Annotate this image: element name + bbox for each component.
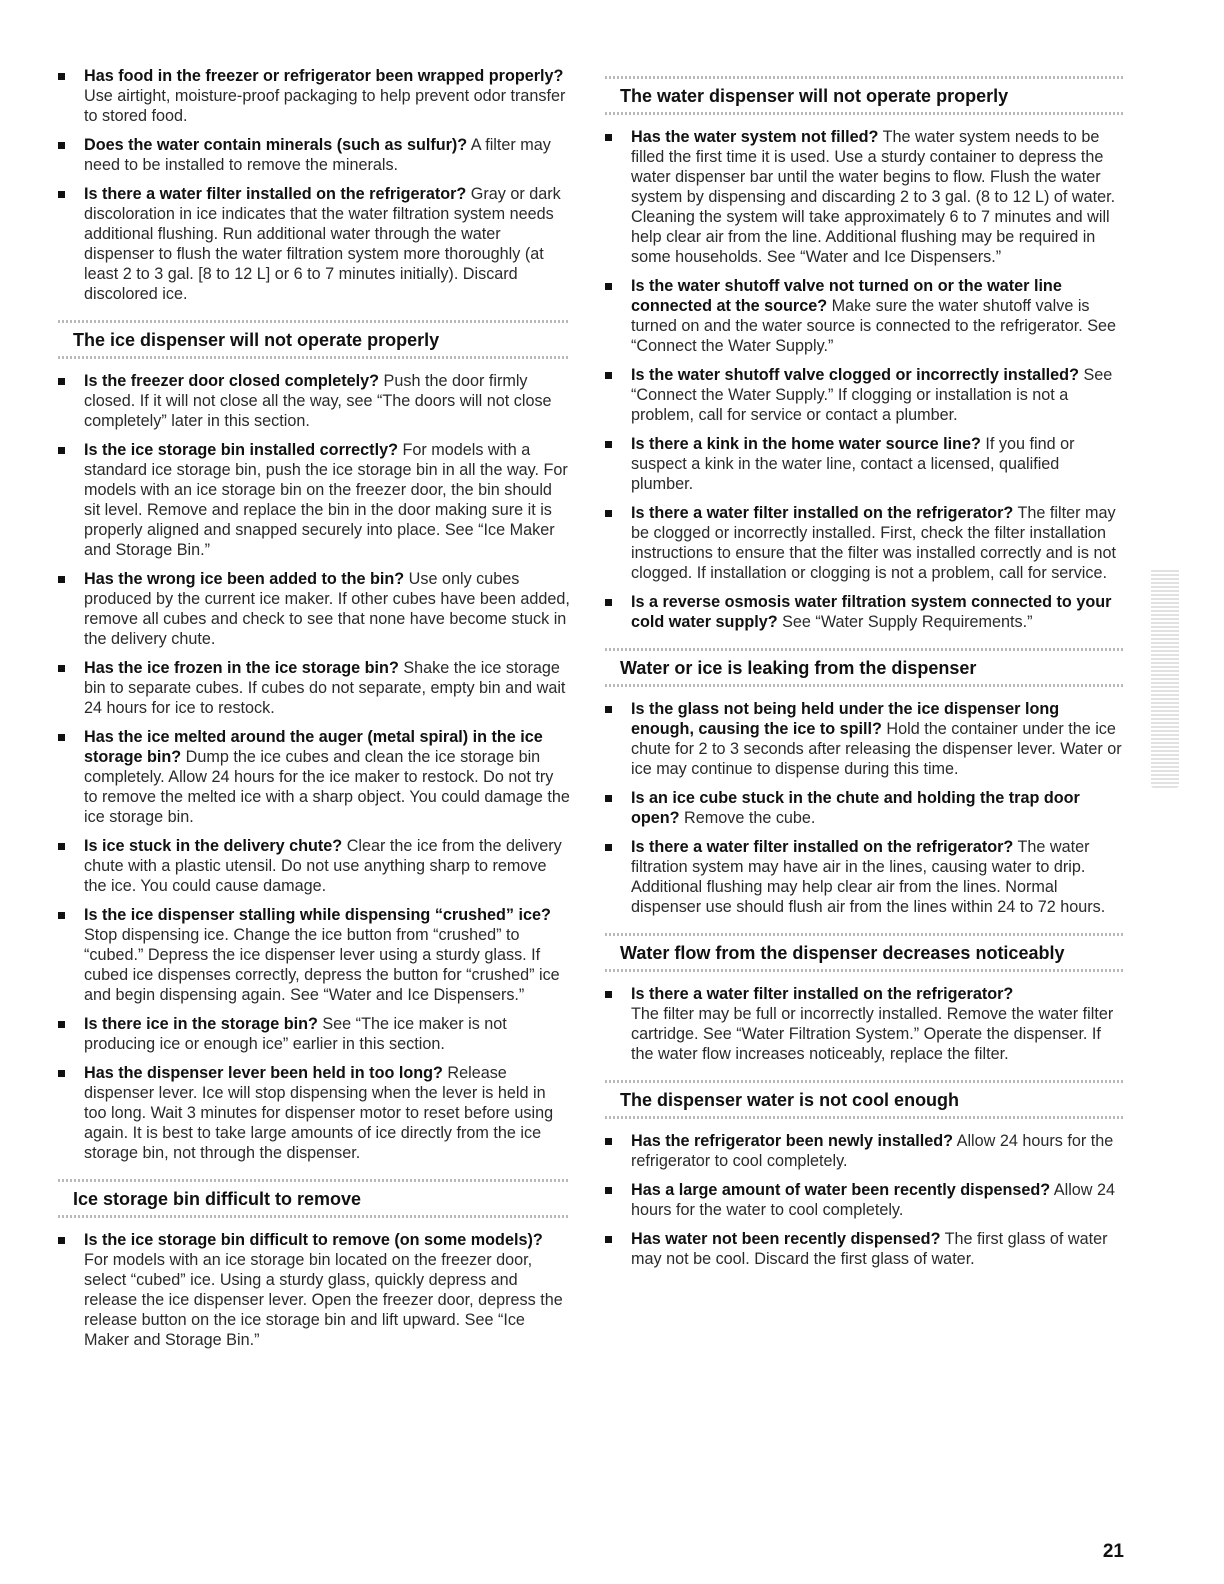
section-header [605, 933, 1125, 972]
question: Is a reverse osmosis water filtration system connected to your cold water supply? [631, 593, 1112, 631]
answer: The filter may be clogged or incorrectly installed. First, check the filter installation instructions to ensure that the filter was installed correctly and is not clogged. If installation or clogging is not a problem, call for service. [631, 504, 1116, 582]
answer: Allow 24 hours for the water to cool completely. [631, 1181, 1115, 1219]
section-header [605, 648, 1125, 687]
answer: The first glass of water may not be cool. Discard the first glass of water. [631, 1230, 1108, 1268]
answer: Clear the ice from the delivery chute with a plastic utensil. Do not use anything sharp to remove the ice. You could cause damage. [84, 837, 562, 895]
list-item [58, 658, 570, 718]
list-item [605, 837, 1125, 917]
list-item [605, 503, 1125, 583]
list-item [58, 905, 570, 1005]
list-item [58, 569, 570, 649]
answer: Use only cubes produced by the current ice maker. If other cubes have been added, remove all cubes and check to see that none have become stuck in the delivery chute. [84, 570, 570, 648]
list-item [58, 1063, 570, 1163]
answer: A filter may need to be installed to remove the minerals. [84, 136, 551, 174]
answer: Stop dispensing ice. Change the ice button from “crushed” to “cubed.” Depress the ice dispenser lever using a sturdy glass. If cubed ice dispenses correctly, depress the button for “crushed” ice and begin dispensing again. See “Water and Ice Dispensers.” [84, 926, 560, 1004]
section-header [58, 1179, 570, 1218]
list-item [605, 1229, 1125, 1269]
section-title: The ice dispenser will not operate properly [73, 330, 440, 350]
answer: The water filtration system may have air in the lines, causing water to drip. Additional flushing may help clear air from the lines. Normal dispenser use should flush air from the lines within 24 to 72 hours. [631, 838, 1106, 916]
answer: Allow 24 hours for the refrigerator to cool completely. [631, 1132, 1114, 1170]
section-header [605, 1080, 1125, 1119]
question: Is the water shutoff valve not turned on or the water line connected at the source? [631, 277, 1062, 315]
section-title: The water dispenser will not operate properly [620, 86, 1009, 106]
list-item [605, 276, 1125, 356]
list-item [58, 135, 570, 175]
question: Is there ice in the storage bin? [84, 1015, 318, 1033]
list-item [58, 184, 570, 304]
list-item [58, 66, 570, 126]
question: Is there a water filter installed on the refrigerator? [631, 838, 1014, 856]
answer: Dump the ice cubes and clean the ice storage bin completely. Allow 24 hours for the ice maker to restock. Do not try to remove the melted ice with a sharp object. You could damage the ice storage bin. [84, 748, 570, 826]
list-item [605, 592, 1125, 632]
question: Has the ice melted around the auger (metal spiral) in the ice storage bin? [84, 728, 543, 766]
divider [605, 684, 1125, 687]
answer: The water system needs to be filled the first time it is used. Use a sturdy container to depress the water dispenser bar until the water begins to flow. Flush the water system by dispensing and discarding 2 to 3 gal. (8 to 12 L) of water. Cleaning the system will take approximately 6 to 7 minutes and will help clear air from the line. Additional flushing may be required in some households. See “Water and Ice Dispensers.” [631, 128, 1116, 266]
answer: See “Water Supply Requirements.” [777, 613, 1033, 631]
divider [605, 969, 1125, 972]
question: Is the ice storage bin installed correctly? [84, 441, 398, 459]
list-item [605, 984, 1125, 1064]
list-item [58, 836, 570, 896]
question: Is an ice cube stuck in the chute and holding the trap door open? [631, 789, 1080, 827]
section-title: The dispenser water is not cool enough [620, 1090, 960, 1110]
question: Is the ice storage bin difficult to remove (on some models)? [84, 1231, 543, 1249]
question: Has the wrong ice been added to the bin? [84, 570, 405, 588]
question: Is the water shutoff valve clogged or incorrectly installed? [631, 366, 1079, 384]
right-column [605, 76, 1125, 1278]
question: Is the ice dispenser stalling while dispensing “crushed” ice? [84, 906, 551, 924]
list-item [605, 434, 1125, 494]
section-title: Water or ice is leaking from the dispenser [620, 658, 977, 678]
answer: Shake the ice storage bin to separate cubes. If cubes do not separate, empty bin and wait 24 hours for ice to restock. [84, 659, 566, 717]
list-item [58, 440, 570, 560]
answer: Gray or dark discoloration in ice indicates that the water filtration system needs additional flushing. Run additional water through the water dispenser to flush the water filtration system more thoroughly (at least 2 to 3 gal. [8 to 12 L] or 6 to 7 minutes initially). Discard discolored ice. [84, 185, 561, 303]
list-item [58, 1014, 570, 1054]
list-item [605, 127, 1125, 267]
question: Is the freezer door closed completely? [84, 372, 380, 390]
answer: The filter may be full or incorrectly installed. Remove the water filter cartridge. See “Water Filtration System.” Operate the dispenser. If the water flow increases noticeably, replace the filter. [631, 1005, 1114, 1063]
question: Has the dispenser lever been held in too long? [84, 1064, 443, 1082]
list-item [605, 365, 1125, 425]
answer: Hold the container under the ice chute for 2 to 3 seconds after releasing the dispenser lever. Water or ice may continue to dispense during this time. [631, 720, 1122, 778]
section-title: Ice storage bin difficult to remove [73, 1189, 362, 1209]
list-item [605, 699, 1125, 779]
language-side-tab [1151, 568, 1179, 788]
answer: See “The ice maker is not producing ice or enough ice” earlier in this section. [84, 1015, 507, 1053]
question: Is the glass not being held under the ice dispenser long enough, causing the ice to spill? [631, 700, 1060, 738]
divider [605, 112, 1125, 115]
left-column [58, 66, 570, 1359]
divider [605, 1116, 1125, 1119]
list-item [58, 1230, 570, 1350]
page-number: 21 [1102, 1541, 1124, 1562]
question: Is there a kink in the home water source line? [631, 435, 981, 453]
question: Does the water contain minerals (such as sulfur)? [84, 136, 468, 154]
question: Has the ice frozen in the ice storage bin? [84, 659, 399, 677]
list-item [58, 727, 570, 827]
question: Has water not been recently dispensed? [631, 1230, 941, 1248]
question: Is there a water filter installed on the refrigerator? [84, 185, 467, 203]
answer: Use airtight, moisture-proof packaging to help prevent odor transfer to stored food. [84, 87, 566, 125]
answer: Remove the cube. [679, 809, 816, 827]
divider [58, 1215, 570, 1218]
question: Has the water system not filled? [631, 128, 879, 146]
question: Has a large amount of water been recently dispensed? [631, 1181, 1051, 1199]
question: Is there a water filter installed on the refrigerator? [631, 985, 1014, 1003]
section-header [605, 76, 1125, 115]
list-item [58, 371, 570, 431]
question: Has the refrigerator been newly installed? [631, 1132, 954, 1150]
answer: For models with a standard ice storage bin, push the ice storage bin in all the way. For models with an ice storage bin on the freezer door, the bin should sit level. Remove and replace the bin in the door making sure it is properly aligned and snapped securely into place. See “Ice Maker and Storage Bin.” [84, 441, 568, 559]
section-header [58, 320, 570, 359]
list-item [605, 788, 1125, 828]
question: Has food in the freezer or refrigerator been wrapped properly? [84, 67, 564, 85]
section-title: Water flow from the dispenser decreases noticeably [620, 943, 1065, 963]
list-item [605, 1131, 1125, 1171]
question: Is ice stuck in the delivery chute? [84, 837, 343, 855]
answer: Push the door firmly closed. If it will not close all the way, see “The doors will not close completely” later in this section. [84, 372, 552, 430]
question: Is there a water filter installed on the refrigerator? [631, 504, 1014, 522]
divider [58, 356, 570, 359]
list-item [605, 1180, 1125, 1220]
answer: Release dispenser lever. Ice will stop dispensing when the lever is held in too long. Wait 3 minutes for dispenser motor to reset before using again. It is best to take large amounts of ice directly from the ice storage bin, not through the dispenser. [84, 1064, 554, 1162]
answer: See “Connect the Water Supply.” If clogging or installation is not a problem, call for service or contact a plumber. [631, 366, 1113, 424]
answer: For models with an ice storage bin located on the freezer door, select “cubed” ice. Using a sturdy glass, quickly depress and release the ice dispenser lever. Open the freezer door, depress the release button on the ice storage bin and lift upward. See “Ice Maker and Storage Bin.” [84, 1251, 563, 1349]
answer: Make sure the water shutoff valve is turned on and the water source is connected to the refrigerator. See “Connect the Water Supply.” [631, 297, 1117, 355]
answer: If you find or suspect a kink in the water line, contact a licensed, qualified plumber. [631, 435, 1075, 493]
